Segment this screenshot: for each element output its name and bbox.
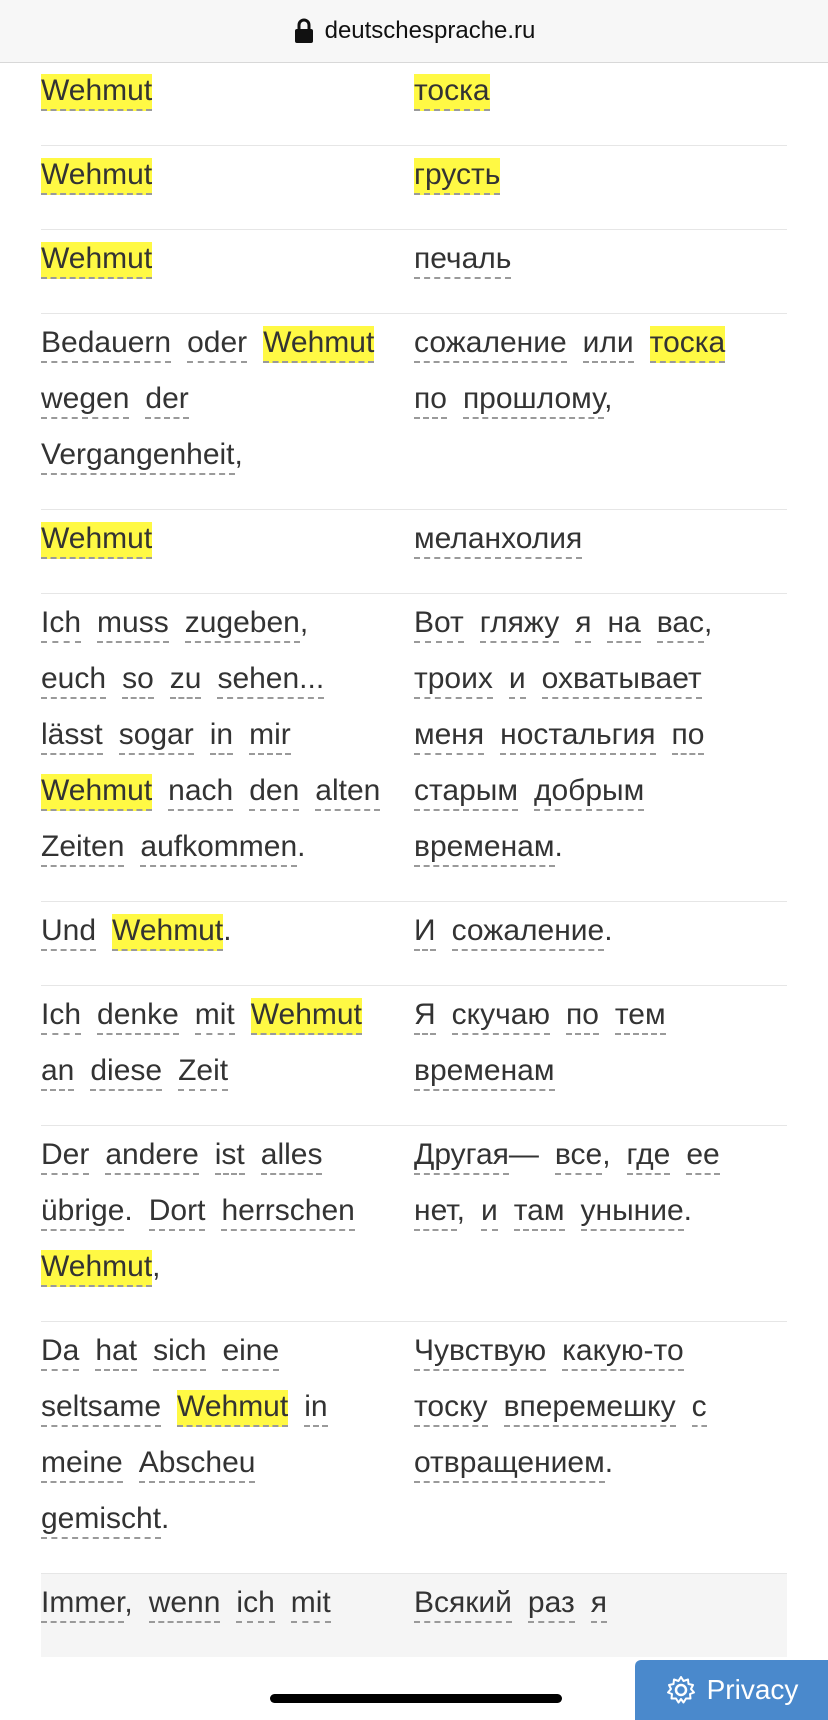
word-link[interactable]: sich: [153, 1334, 206, 1371]
highlighted-word[interactable]: Wehmut: [41, 774, 152, 811]
punctuation: .: [604, 914, 613, 947]
word-link[interactable]: и: [481, 1194, 498, 1231]
punctuation: .: [124, 1194, 133, 1227]
word-link[interactable]: уныние: [581, 1194, 684, 1231]
word-link[interactable]: временам: [414, 1054, 555, 1091]
sentence-line: [41, 651, 408, 707]
word-link[interactable]: троих: [414, 662, 493, 699]
word-link[interactable]: временам: [414, 830, 555, 867]
highlighted-word[interactable]: Wehmut: [251, 998, 362, 1035]
word-link[interactable]: Vergangenheit: [41, 438, 235, 475]
word-link[interactable]: охватывает: [542, 662, 702, 699]
russian-sentence: [414, 1323, 787, 1547]
word-link[interactable]: lässt: [41, 718, 103, 755]
highlighted-word[interactable]: тоска: [414, 74, 490, 111]
sentence-line: [41, 1239, 408, 1295]
sentence-line: [414, 763, 781, 819]
word-link[interactable]: an: [41, 1054, 74, 1091]
german-sentence: [41, 903, 414, 959]
word-link[interactable]: mir: [249, 718, 291, 755]
german-sentence: [41, 1323, 414, 1547]
punctuation: ,: [456, 1194, 466, 1227]
sentence-line: [414, 1043, 781, 1099]
sentence-line: [41, 707, 408, 763]
word-link[interactable]: сожаление: [414, 326, 567, 363]
german-sentence: [41, 63, 414, 119]
punctuation: .: [223, 914, 232, 947]
russian-sentence: [414, 315, 787, 483]
sentence-line: [41, 147, 408, 203]
word-link[interactable]: Zeit: [178, 1054, 228, 1091]
word-link[interactable]: меня: [414, 718, 484, 755]
sentence-line: [414, 987, 781, 1043]
word-link[interactable]: раз: [528, 1586, 575, 1623]
translation-row: [41, 314, 787, 510]
sentence-line: [41, 595, 408, 651]
word-link[interactable]: zugeben: [185, 606, 300, 643]
russian-sentence: [414, 231, 787, 287]
word-link[interactable]: Immer: [41, 1586, 124, 1623]
russian-sentence: [414, 595, 787, 875]
punctuation: ,: [602, 1138, 611, 1171]
russian-sentence: [414, 987, 787, 1099]
word-link[interactable]: sogar: [119, 718, 194, 755]
word-link[interactable]: so: [122, 662, 154, 699]
punctuation: ,: [234, 438, 243, 471]
sentence-line: [414, 315, 781, 371]
word-link[interactable]: gemischt: [41, 1502, 161, 1539]
sentence-line: [414, 1575, 781, 1631]
word-link[interactable]: andere: [105, 1138, 198, 1175]
word-link[interactable]: добрым: [534, 774, 644, 811]
gear-icon: [665, 1674, 697, 1706]
word-link[interactable]: Da: [41, 1334, 79, 1371]
highlighted-word[interactable]: Wehmut: [41, 158, 152, 195]
word-link[interactable]: eine: [222, 1334, 279, 1371]
word-link[interactable]: все: [555, 1138, 602, 1175]
word-link[interactable]: wegen: [41, 382, 129, 419]
sentence-line: [414, 231, 781, 287]
word-link[interactable]: ее: [686, 1138, 719, 1175]
sentence-line: [414, 63, 781, 119]
translation-row: [41, 594, 787, 902]
german-sentence: [41, 147, 414, 203]
word-link[interactable]: wenn: [149, 1586, 221, 1623]
word-link[interactable]: Другая: [414, 1138, 509, 1175]
sentence-line: [41, 1323, 408, 1379]
punctuation: ,: [124, 1586, 133, 1619]
sentence-line: [414, 1323, 781, 1379]
sentence-line: [41, 1043, 408, 1099]
sentence-line: [414, 1183, 781, 1239]
highlighted-word[interactable]: Wehmut: [41, 522, 152, 559]
word-link[interactable]: я: [591, 1586, 607, 1623]
punctuation: ,: [299, 606, 309, 639]
word-link[interactable]: Dort: [149, 1194, 206, 1231]
punctuation: .: [683, 1194, 692, 1227]
highlighted-word[interactable]: тоска: [650, 326, 726, 363]
word-link[interactable]: Bedauern: [41, 326, 171, 363]
russian-sentence: [414, 903, 787, 959]
word-link[interactable]: mit: [291, 1586, 331, 1623]
word-link[interactable]: Abscheu: [139, 1446, 256, 1483]
sentence-line: [41, 987, 408, 1043]
word-link[interactable]: там: [514, 1194, 565, 1231]
sentence-line: [41, 1491, 408, 1547]
sentence-line: [41, 315, 408, 371]
word-link[interactable]: alles: [261, 1138, 323, 1175]
translation-row: [41, 1126, 787, 1322]
german-sentence: [41, 231, 414, 287]
word-link[interactable]: ist: [215, 1138, 245, 1175]
highlighted-word[interactable]: Wehmut: [263, 326, 374, 363]
word-link[interactable]: я: [575, 606, 591, 643]
sentence-line: [414, 903, 781, 959]
punctuation: .: [297, 830, 306, 863]
sentence-line: [41, 511, 408, 567]
german-sentence: [41, 1127, 414, 1295]
word-link[interactable]: где: [627, 1138, 671, 1175]
sentence-line: [41, 231, 408, 287]
word-link[interactable]: meine: [41, 1446, 123, 1483]
word-link[interactable]: печаль: [414, 242, 511, 279]
sentence-line: [414, 1127, 781, 1183]
privacy-button-label: Privacy: [706, 1674, 799, 1705]
word-link[interactable]: den: [249, 774, 299, 811]
sentence-line: [41, 903, 408, 959]
word-link[interactable]: Чувствую: [414, 1334, 546, 1371]
word-link[interactable]: nach: [168, 774, 233, 811]
sentence-line: [41, 1127, 408, 1183]
word-link[interactable]: Zeiten: [41, 830, 124, 867]
word-link[interactable]: Ich: [41, 606, 81, 643]
german-sentence: [41, 1575, 414, 1631]
word-link[interactable]: какую-то: [562, 1334, 684, 1371]
russian-sentence: [414, 147, 787, 203]
word-link[interactable]: тем: [615, 998, 666, 1035]
sentence-line: [414, 651, 781, 707]
highlighted-word[interactable]: Wehmut: [41, 74, 152, 111]
word-link[interactable]: по: [566, 998, 599, 1035]
sentence-line: [414, 371, 781, 427]
german-sentence: [41, 595, 414, 875]
word-link[interactable]: на: [607, 606, 640, 643]
word-link[interactable]: Вот: [414, 606, 464, 643]
word-link[interactable]: Я: [414, 998, 436, 1035]
word-link[interactable]: или: [583, 326, 634, 363]
word-link[interactable]: zu: [170, 662, 202, 699]
translation-row: [41, 62, 787, 146]
word-link[interactable]: übrige: [41, 1194, 124, 1231]
sentence-line: [41, 1379, 408, 1435]
word-link[interactable]: aufkommen: [140, 830, 297, 867]
word-link[interactable]: вперемешку: [504, 1390, 676, 1427]
sentence-line: [41, 1575, 408, 1631]
word-link[interactable]: по: [414, 382, 447, 419]
sentence-line: [414, 595, 781, 651]
sentence-line: [41, 371, 408, 427]
word-link[interactable]: прошлому: [463, 382, 604, 419]
highlighted-word[interactable]: Wehmut: [177, 1390, 288, 1427]
word-link[interactable]: Всякий: [414, 1586, 512, 1623]
translation-row: [41, 146, 787, 230]
address-bar[interactable]: [0, 0, 828, 63]
privacy-button[interactable]: [635, 1660, 828, 1720]
word-link[interactable]: вас: [657, 606, 704, 643]
highlighted-word[interactable]: Wehmut: [41, 242, 152, 279]
word-link[interactable]: старым: [414, 774, 518, 811]
translation-row: [41, 230, 787, 314]
word-link[interactable]: euch: [41, 662, 106, 699]
word-link[interactable]: Und: [41, 914, 96, 951]
sentence-line: [41, 819, 408, 875]
word-link[interactable]: меланхолия: [414, 522, 582, 559]
word-link[interactable]: sehen...: [217, 662, 324, 699]
highlighted-word[interactable]: Wehmut: [112, 914, 223, 951]
translation-row: [41, 986, 787, 1126]
word-link[interactable]: по: [672, 718, 705, 755]
punctuation: —: [508, 1138, 539, 1171]
word-link[interactable]: muss: [97, 606, 169, 643]
word-link[interactable]: нет: [414, 1194, 457, 1231]
german-sentence: [41, 987, 414, 1099]
sentence-line: [41, 63, 408, 119]
sentence-line: [414, 1435, 781, 1491]
home-indicator: [270, 1694, 562, 1703]
translation-row: [41, 902, 787, 986]
word-link[interactable]: И: [414, 914, 436, 951]
german-sentence: [41, 315, 414, 483]
sentence-line: [414, 819, 781, 875]
punctuation: .: [161, 1502, 170, 1535]
russian-sentence: [414, 1575, 787, 1631]
word-link[interactable]: oder: [187, 326, 247, 363]
punctuation: ,: [704, 606, 713, 639]
lock-icon: [293, 18, 315, 44]
word-link[interactable]: Ich: [41, 998, 81, 1035]
word-link[interactable]: сожаление: [452, 914, 605, 951]
word-link[interactable]: der: [145, 382, 188, 419]
translation-row: [41, 510, 787, 594]
sentence-line: [41, 763, 408, 819]
word-link[interactable]: hat: [95, 1334, 137, 1371]
word-link[interactable]: denke: [97, 998, 179, 1035]
word-link[interactable]: Der: [41, 1138, 89, 1175]
word-link[interactable]: in: [210, 718, 233, 755]
word-link[interactable]: ностальгия: [500, 718, 655, 755]
punctuation: .: [604, 1446, 614, 1479]
russian-sentence: [414, 63, 787, 119]
highlighted-word[interactable]: грусть: [414, 158, 500, 195]
russian-sentence: [414, 1127, 787, 1295]
german-sentence: [41, 511, 414, 567]
punctuation: ,: [604, 382, 613, 415]
word-link[interactable]: отвращением: [414, 1446, 605, 1483]
sentence-line: [41, 1435, 408, 1491]
word-link[interactable]: гляжу: [480, 606, 559, 643]
word-link[interactable]: alten: [315, 774, 380, 811]
word-link[interactable]: скучаю: [452, 998, 550, 1035]
translation-list: [41, 62, 787, 1657]
word-link[interactable]: и: [509, 662, 526, 699]
russian-sentence: [414, 511, 787, 567]
sentence-line: [414, 511, 781, 567]
highlighted-word[interactable]: Wehmut: [41, 1250, 152, 1287]
word-link[interactable]: seltsame: [41, 1390, 161, 1427]
punctuation: .: [554, 830, 563, 863]
word-link[interactable]: mit: [195, 998, 235, 1035]
word-link[interactable]: с: [692, 1390, 707, 1427]
sentence-line: [414, 707, 781, 763]
word-link[interactable]: тоску: [414, 1390, 488, 1427]
punctuation: ,: [152, 1250, 161, 1283]
word-link[interactable]: herrschen: [221, 1194, 354, 1231]
word-link[interactable]: in: [304, 1390, 327, 1427]
sentence-line: [41, 427, 408, 483]
sentence-line: [41, 1183, 408, 1239]
translation-row: [41, 1322, 787, 1574]
word-link[interactable]: diese: [90, 1054, 162, 1091]
translation-row: [41, 1574, 787, 1657]
sentence-line: [414, 147, 781, 203]
address-bar-url: deutschesprache.ru: [324, 17, 536, 44]
sentence-line: [414, 1379, 781, 1435]
word-link[interactable]: ich: [236, 1586, 274, 1623]
